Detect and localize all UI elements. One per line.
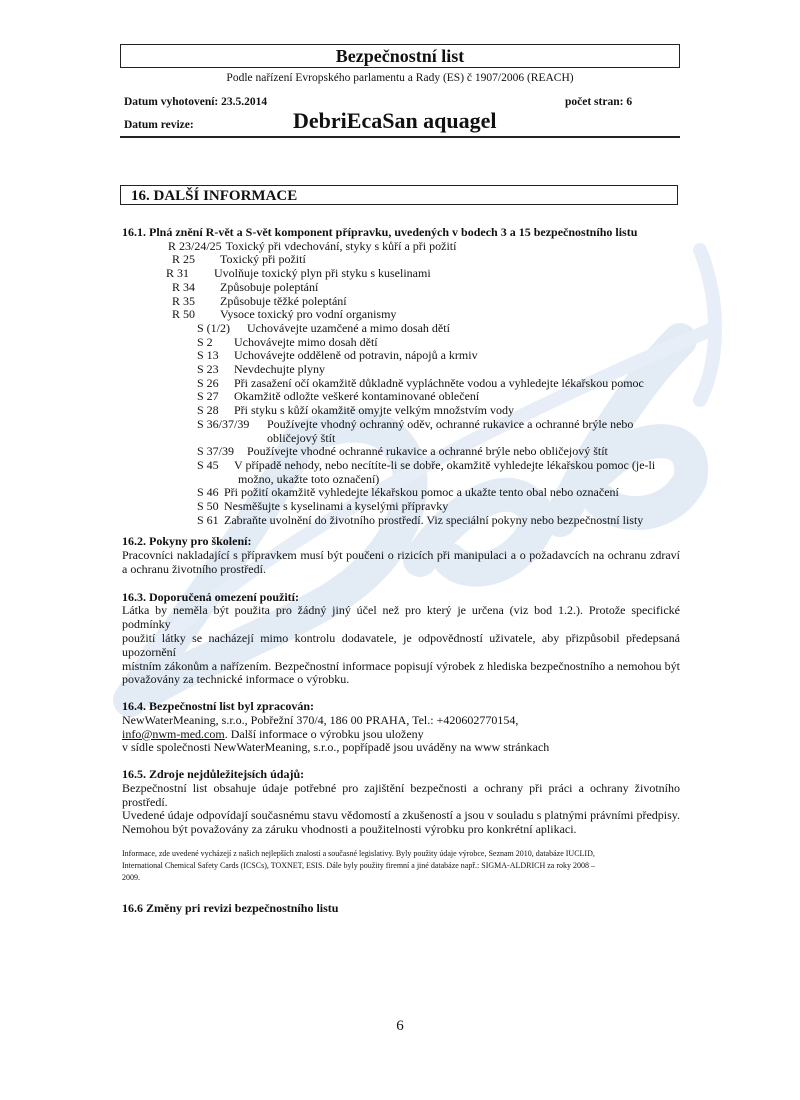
phrase-code: S 13: [197, 348, 219, 363]
phrase-text: Zabraňte uvolnění do životního prostředí. Viz speciální pokyny nebo bezpečnostní listy: [224, 512, 644, 527]
heading-16-5: 16.5. Zdroje nejdůležitejsích údajů:: [122, 767, 305, 782]
note-line: 2009.: [122, 872, 140, 882]
text-line: Nemohou být považovány za záruku vhodnosti a použitelnosti výrobku pro konkrétní aplikaci.: [122, 822, 577, 837]
phrase-text: Používejte vhodné ochranné rukavice a ochranné brýle nebo obličejový štít: [247, 444, 608, 459]
phrase-code: S 23: [197, 362, 219, 377]
phrase-text: Uvolňuje toxický plyn při styku s kuselinami: [214, 266, 431, 281]
r-phrase-item: [122, 253, 680, 267]
phrase-code: S 27: [197, 389, 219, 404]
phrase-text: V případě nehody, nebo necítíte-li se dobře, okamžitě vyhledejte lékařskou pomoc (je-li: [234, 457, 656, 472]
s-phrase-list: [122, 322, 680, 528]
phrase-text: Uchovávejte mimo dosah dětí: [234, 334, 378, 349]
disclaimer-note: [122, 848, 680, 884]
phrase-text: Nevdechujte plyny: [234, 362, 325, 377]
heading-16-4: 16.4. Bezpečnostní list byl zpracován:: [122, 699, 314, 714]
r-phrase-item: [122, 267, 680, 281]
restrictions-text: [122, 604, 680, 687]
phrase-code: R 34: [172, 279, 196, 294]
sources-text: [122, 782, 680, 837]
phrase-text: Používejte vhodný ochranný oděv, ochranné rukavice a ochranné brýle nebo: [267, 416, 634, 431]
s-phrase-item: [122, 486, 680, 500]
note-line: International Chemical Safety Cards (ICSCs), TOXNET, ESIS. Dále byly použity firemní a jiné databáze např.: SIGMA-ALDRICH za roky 2008 –: [122, 860, 596, 870]
header-divider: [120, 136, 680, 138]
s-phrase-item: [122, 404, 680, 418]
section-body: [122, 226, 680, 916]
r-phrase-item: [122, 308, 680, 322]
s-phrase-item: [122, 500, 680, 514]
phrase-text: Toxický při vdechování, styky s kůří a při požití: [225, 238, 457, 253]
phrase-code: S 36/37/39: [197, 416, 250, 431]
phrase-code: R 31: [166, 266, 190, 281]
r-phrase-item: [122, 281, 680, 295]
training-text: [122, 549, 680, 577]
heading-16-2: 16.2. Pokyny pro školení:: [122, 534, 252, 549]
phrase-text: Uchovávejte uzamčené a mimo dosah dětí: [247, 320, 450, 335]
company-info: v sídle společnosti NewWaterMeaning, s.r.o., popřípadě jsou uváděny na www stránkach: [122, 740, 550, 755]
company-address: NewWaterMeaning, s.r.o., Pobřežní 370/4, 186 00 PRAHA, Tel.: +420602770154,: [122, 712, 519, 727]
phrase-code: S 50: [197, 499, 219, 514]
phrase-code: S 26: [197, 375, 219, 390]
phrase-text: Uchovávejte odděleně od potravin, nápojů a krmiv: [234, 348, 478, 363]
phrase-code: S 45: [197, 457, 219, 472]
phrase-code: S 61: [197, 512, 219, 527]
text-line: použití látky se nacházejí mimo kontrolu dodavatele, je odpovědností uživatele, aby přizpůsobil předepsaná upozornění: [122, 631, 680, 659]
s-phrase-item: [122, 349, 680, 363]
note-line: Informace, zde uvedené vycházejí z našich nejlepších znalostí a současné legislativy. Byly použity údaje výrobce, Seznam 2010, databáze IUCLID,: [122, 848, 595, 858]
phrase-text: Při zasažení očí okamžitě důkladně vypláchněte vodou a vyhledejte lékařskou pomoc: [234, 375, 644, 390]
s-phrase-item: [122, 459, 680, 473]
s-phrase-item: [122, 445, 680, 459]
s-phrase-item: [122, 322, 680, 336]
r-phrase-item: [122, 295, 680, 309]
phrase-text: Vysoce toxický pro vodní organismy: [220, 307, 397, 322]
page-number: 6: [396, 1018, 404, 1034]
phrase-code: S 28: [197, 403, 219, 418]
phrase-text: Způsobuje poleptání: [220, 279, 319, 294]
phrase-code: S 46: [197, 485, 219, 500]
s-phrase-item: [122, 336, 680, 350]
created-date: Datum vyhotovení: 23.5.2014: [124, 96, 268, 108]
section-title: 16. DALŠÍ INFORMACE: [120, 185, 678, 205]
text-line: místním zákonům a nařízením. Bezpečnostní informace popisují výrobek z hlediska bezpečnostního a nemohou být: [122, 658, 680, 673]
phrase-code: S (1/2): [197, 320, 230, 335]
text-line: Pracovníci nakladající s přípravkem musí být poučeni o rizicích při manipulaci a o požadavcích na ochranu zdraví: [122, 548, 680, 563]
phrase-code: S 37/39: [197, 444, 235, 459]
phrase-code: R 23/24/25: [168, 238, 222, 253]
text-line: Uvedené údaje odpovídají současnému stavu vědomostí a zkušeností a jsou v souladu s platnými právními předpisy.: [122, 808, 680, 823]
s-phrase-item: [122, 390, 680, 404]
phrase-text: Nesměšujte s kyselinami a kyselými přípravky: [224, 499, 449, 514]
phrase-continuation: možno, ukažte toto označení): [238, 471, 380, 486]
page-count: počet stran: 6: [565, 96, 633, 108]
text-line: . Další informace o výrobku jsou uloženy: [224, 726, 424, 741]
text-line: Látka by neměla být použita pro žádný jiný účel než pro který je určena (viz bod 1.2.). Protože specifické podmínky: [122, 603, 680, 632]
phrase-code: R 25: [172, 252, 196, 267]
text-line: Bezpečnostní list obsahuje údaje potřebné pro zajištění bezpečnosti a ochrany při práci a ochrany životního prostředí.: [122, 780, 680, 809]
phrase-text: Při styku s kůží okamžitě omyjte velkým množstvím vody: [234, 403, 514, 418]
s-phrase-item: [122, 377, 680, 391]
phrase-code: R 35: [172, 293, 196, 308]
text-line: považovány za technické informace o výrobku.: [122, 672, 350, 687]
contact-line: [122, 728, 680, 742]
regulation-subtitle: Podle nařízení Evropského parlamentu a Rady (ES) č 1907/2006 (REACH): [226, 72, 574, 84]
phrase-text: Okamžitě odložte veškeré kontaminované oblečení: [234, 389, 480, 404]
r-phrase-list: [122, 240, 680, 322]
text-line: a ochranu životního prostředí.: [122, 561, 266, 576]
revision-date: Datum revize:: [124, 119, 194, 131]
s-phrase-item: [122, 363, 680, 377]
phrase-text: Toxický při požití: [220, 252, 306, 267]
document-title: Bezpečnostní list: [120, 44, 680, 68]
phrase-code: R 50: [172, 307, 196, 322]
heading-16-1: 16.1. Plná znění R-vět a S-vět komponent přípravku, uvedených v bodech 3 a 15 bezpečnostního listu: [122, 225, 638, 239]
s-phrase-item: [122, 514, 680, 528]
email-link[interactable]: info@nwm-med.com: [122, 726, 225, 741]
phrase-code: S 2: [197, 334, 213, 349]
heading-16-3: 16.3. Doporučená omezení použití:: [122, 589, 299, 604]
product-name: DebriEcaSan aquagel: [293, 108, 497, 133]
heading-16-6: 16.6 Změny pri revizi bezpečnostního listu: [122, 900, 339, 915]
s-phrase-item: [122, 418, 680, 432]
phrase-text: Způsobuje těžké poleptání: [220, 293, 347, 308]
phrase-continuation: obličejový štít: [267, 430, 336, 445]
r-phrase-item: [122, 240, 680, 254]
phrase-text: Při požití okamžitě vyhledejte lékařskou pomoc a ukažte tento obal nebo označení: [224, 485, 619, 500]
